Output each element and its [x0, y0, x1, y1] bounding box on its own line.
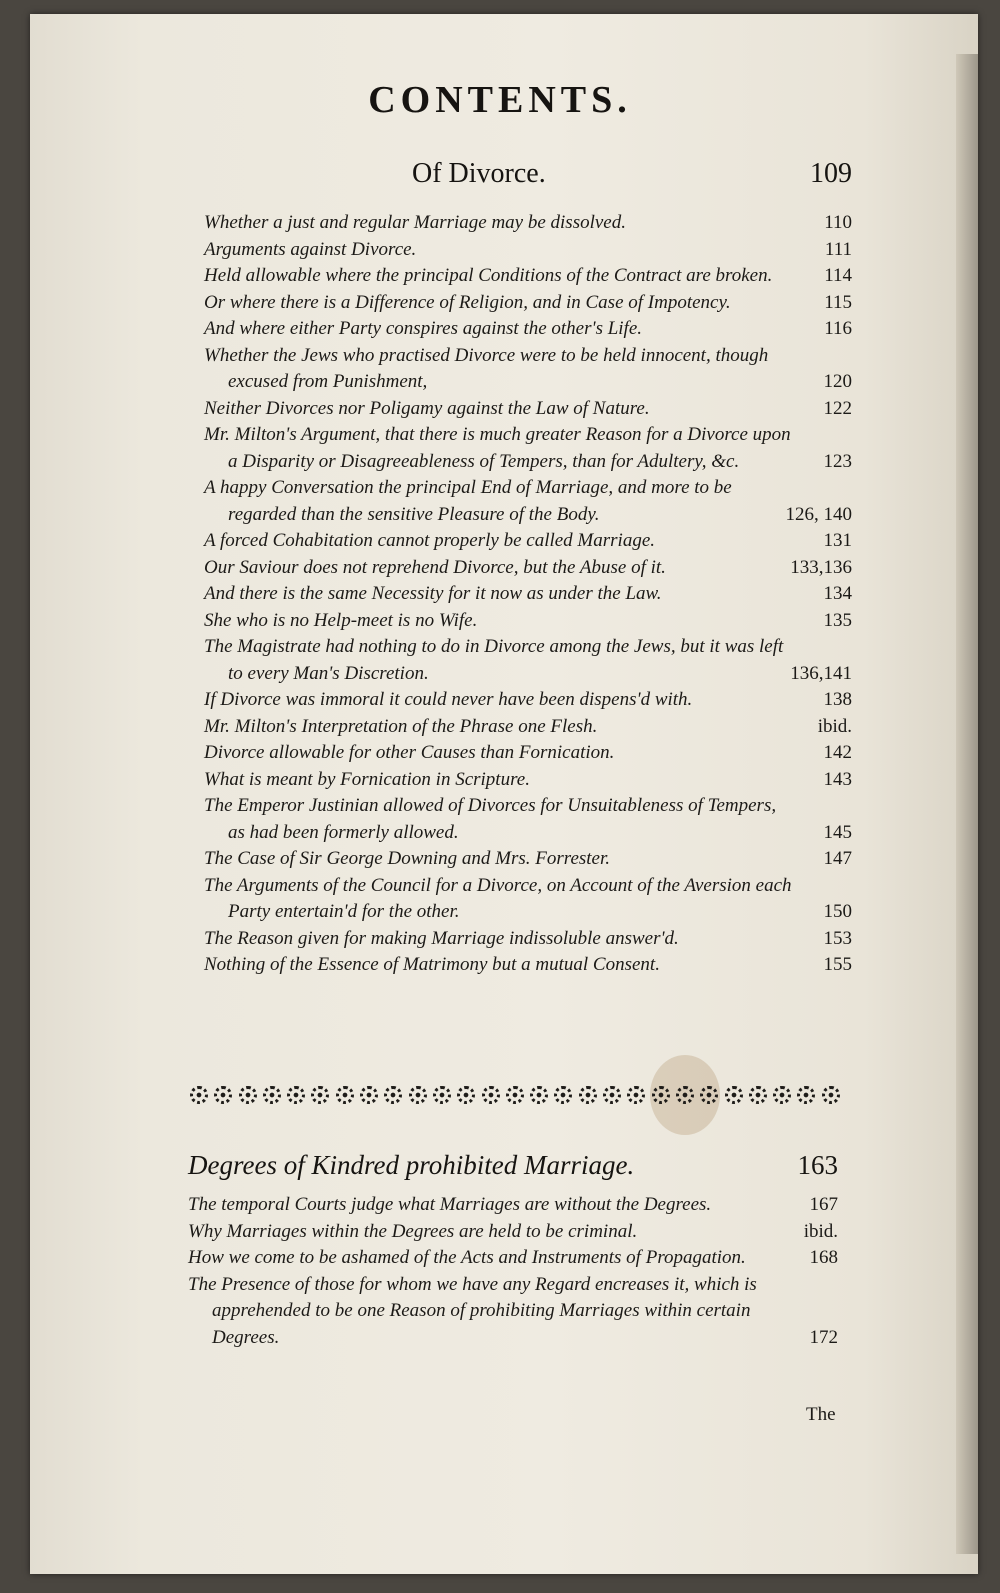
contents-entry: She who is no Help-meet is no Wife. 135	[204, 608, 852, 635]
entry-page-number: 114	[824, 265, 852, 286]
rosette-ornament-icon	[652, 1086, 670, 1104]
rosette-ornament-icon	[554, 1086, 572, 1104]
contents-entry: Our Saviour does not reprehend Divorce, but the Abuse of it. 133,136	[204, 555, 852, 582]
section-page-number: 109	[810, 158, 852, 189]
entry-page-number: 143	[823, 768, 852, 790]
entry-page-number: 122	[823, 397, 852, 419]
entry-page-number: 136,141	[790, 662, 852, 684]
contents-entry: The Arguments of the Council for a Divorce, on Account of the Aversion each Party entertain'd for the other. 150	[204, 873, 852, 926]
rosette-ornament-icon	[190, 1086, 208, 1104]
entry-page-number: 168	[809, 1247, 838, 1268]
entry-page-number: 153	[823, 927, 852, 949]
entry-page-number: 123	[823, 450, 852, 472]
rosette-ornament-icon	[214, 1086, 232, 1104]
rosette-ornament-icon	[506, 1086, 524, 1104]
entry-page-number: 110	[824, 212, 852, 233]
rosette-ornament-icon	[725, 1086, 743, 1104]
rosette-ornament-icon	[336, 1086, 354, 1104]
rosette-ornament-icon	[287, 1086, 305, 1104]
contents-entry: And where either Party conspires against the other's Life. 116	[204, 316, 852, 343]
rosette-ornament-icon	[749, 1086, 767, 1104]
entry-page-number: ibid.	[803, 1220, 838, 1242]
contents-entry: And there is the same Necessity for it now as under the Law. 134	[204, 581, 852, 608]
rosette-ornament-icon	[797, 1086, 815, 1104]
contents-entry: Whether a just and regular Marriage may be dissolved. 110	[204, 210, 852, 237]
rosette-ornament-icon	[773, 1086, 791, 1104]
contents-entry: If Divorce was immoral it could never have been dispens'd with. 138	[204, 687, 852, 714]
contents-entry: Whether the Jews who practised Divorce were to be held innocent, though excused from Punishment, 120	[204, 343, 852, 396]
rosette-ornament-icon	[457, 1086, 475, 1104]
contents-entry: A forced Cohabitation cannot properly be called Marriage. 131	[204, 528, 852, 555]
entry-page-number: 172	[809, 1326, 838, 1348]
entry-page-number: 135	[823, 609, 852, 631]
section-heading-divorce	[204, 158, 852, 198]
rosette-ornament-icon	[700, 1086, 718, 1104]
contents-entry: The temporal Courts judge what Marriages are without the Degrees. 167	[188, 1192, 838, 1219]
rosette-ornament-icon	[433, 1086, 451, 1104]
rosette-ornament-icon	[530, 1086, 548, 1104]
entry-page-number: 111	[824, 238, 852, 260]
page-edge-shadow	[956, 54, 978, 1554]
entry-page-number: 131	[823, 530, 852, 551]
rosette-ornament-icon	[676, 1086, 694, 1104]
entry-page-number: 138	[823, 689, 852, 710]
rosette-ornament-icon	[409, 1086, 427, 1104]
rosette-ornament-icon	[263, 1086, 281, 1104]
contents-entry: The Presence of those for whom we have any Regard encreases it, which is apprehended to be one Reason of prohibiting Marriages within certain Degrees. 172	[188, 1272, 838, 1352]
contents-entry: Why Marriages within the Degrees are held to be criminal. ibid.	[188, 1219, 838, 1246]
entry-page-number: 147	[823, 848, 852, 869]
entry-page-number: 145	[823, 821, 852, 843]
contents-list-divorce	[204, 210, 852, 979]
entry-page-number: 133,136	[790, 556, 852, 578]
rosette-ornament-icon	[579, 1086, 597, 1104]
contents-entry: Neither Divorces nor Poligamy against the Law of Nature. 122	[204, 396, 852, 423]
section-title: Degrees of Kindred prohibited Marriage.	[188, 1150, 635, 1180]
entry-page-number: 115	[824, 291, 852, 313]
contents-entry: How we come to be ashamed of the Acts and Instruments of Propagation. 168	[188, 1245, 838, 1272]
contents-entry: What is meant by Fornication in Scripture. 143	[204, 767, 852, 794]
rosette-ornament-icon	[603, 1086, 621, 1104]
entry-page-number: 167	[809, 1194, 838, 1215]
rosette-ornament-icon	[311, 1086, 329, 1104]
entry-page-number: 126, 140	[785, 503, 852, 525]
contents-entry: The Reason given for making Marriage indissoluble answer'd. 153	[204, 926, 852, 953]
contents-entry: Mr. Milton's Argument, that there is much greater Reason for a Divorce upon a Disparity or Disagreeableness of Tempers, than for Adultery, &c. 123	[204, 422, 852, 475]
entry-page-number: 120	[823, 371, 852, 392]
rosette-ornament-icon	[482, 1086, 500, 1104]
entry-page-number: 134	[823, 583, 852, 604]
contents-entry: Mr. Milton's Interpretation of the Phrase one Flesh. ibid.	[204, 714, 852, 741]
contents-entry: The Case of Sir George Downing and Mrs. Forrester. 147	[204, 846, 852, 873]
section-page-number: 163	[797, 1150, 838, 1180]
rosette-ornament-icon	[360, 1086, 378, 1104]
page-heading: CONTENTS.	[368, 79, 632, 121]
entry-page-number: 155	[823, 954, 852, 975]
rosette-ornament-icon	[384, 1086, 402, 1104]
contents-list-kindred	[188, 1192, 838, 1351]
entry-page-number: 150	[823, 901, 852, 922]
printers-ornament-rule	[190, 1080, 840, 1110]
contents-entry: The Emperor Justinian allowed of Divorces for Unsuitableness of Tempers, as had been formerly allowed. 145	[204, 793, 852, 846]
rosette-ornament-icon	[627, 1086, 645, 1104]
contents-entry: A happy Conversation the principal End of Marriage, and more to be regarded than the sensitive Pleasure of the Body. 126, 140	[204, 475, 852, 528]
contents-entry: Nothing of the Essence of Matrimony but a mutual Consent. 155	[204, 952, 852, 979]
catchword: The	[806, 1404, 836, 1425]
entry-page-number: ibid.	[817, 715, 852, 737]
contents-entry: Held allowable where the principal Conditions of the Contract are broken. 114	[204, 263, 852, 290]
section-title: Of Divorce.	[412, 158, 546, 189]
entry-page-number: 142	[823, 742, 852, 763]
contents-entry: Divorce allowable for other Causes than Fornication. 142	[204, 740, 852, 767]
section-heading-kindred	[188, 1150, 838, 1190]
rosette-ornament-icon	[822, 1086, 840, 1104]
rosette-ornament-icon	[239, 1086, 257, 1104]
contents-entry: Arguments against Divorce. 111	[204, 237, 852, 264]
contents-entry: Or where there is a Difference of Religion, and in Case of Impotency. 115	[204, 290, 852, 317]
contents-entry: The Magistrate had nothing to do in Divorce among the Jews, but it was left to every Man's Discretion. 136,141	[204, 634, 852, 687]
entry-page-number: 116	[824, 318, 852, 339]
